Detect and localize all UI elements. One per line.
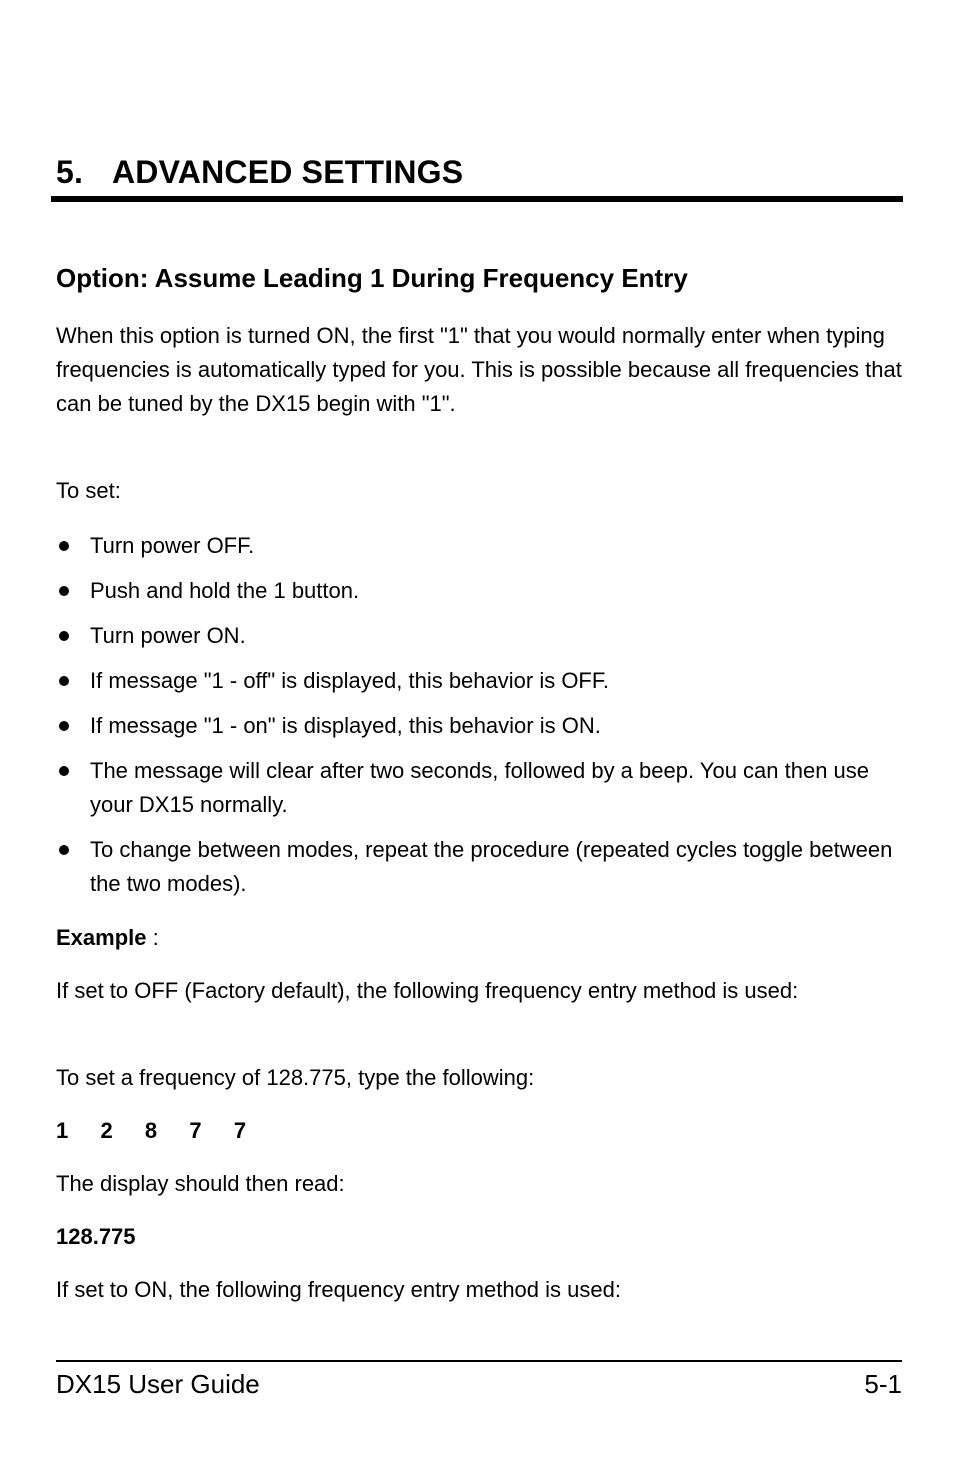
chapter-title: ADVANCED SETTINGS (112, 154, 464, 190)
step-text: Turn power ON. (90, 623, 246, 648)
step-text: If message "1 - on" is displayed, this behavior is ON. (90, 713, 601, 738)
display-read-paragraph: The display should then read: (56, 1171, 345, 1196)
list-item (56, 574, 902, 608)
list-item (56, 664, 902, 698)
section-heading: Option: Assume Leading 1 During Frequency Entry (56, 263, 688, 293)
intro-paragraph: When this option is turned ON, the first "1" that you would normally enter when typing frequencies is automatically typed for you. This is possible because all frequencies that can be tuned by the DX15 begin with "1". (56, 323, 902, 416)
to-set-label: To set: (56, 478, 121, 503)
step-text: If message "1 - off" is displayed, this behavior is OFF. (90, 668, 609, 693)
step-text: The message will clear after two seconds, followed by a beep. You can then use your DX15 normally. (90, 758, 870, 817)
example-label: Example (56, 925, 147, 950)
list-item (56, 754, 902, 822)
bullet-icon (59, 721, 69, 731)
step-text: Turn power OFF. (90, 533, 255, 558)
bullet-icon (59, 676, 69, 686)
display-value: 128.775 (56, 1224, 136, 1249)
on-method-paragraph: If set to ON, the following frequency entry method is used: (56, 1277, 621, 1302)
bullet-icon (59, 766, 69, 776)
step-text: To change between modes, repeat the procedure (repeated cycles toggle between the two modes). (90, 837, 893, 896)
list-item (56, 619, 902, 653)
example-heading (56, 921, 902, 955)
key-sequence: 1 2 8 7 7 (56, 1118, 247, 1143)
steps-list (56, 529, 902, 912)
chapter-number: 5. (56, 154, 84, 190)
chapter-rule (51, 196, 903, 202)
example-suffix: : (146, 925, 159, 950)
bullet-icon (59, 845, 69, 855)
list-item (56, 709, 902, 743)
step-text: Push and hold the 1 button. (90, 578, 360, 603)
chapter-heading (56, 150, 463, 194)
bullet-icon (59, 541, 69, 551)
off-method-paragraph: If set to OFF (Factory default), the following frequency entry method is used: (56, 978, 799, 1003)
footer-guide-title: DX15 User Guide (56, 1369, 260, 1399)
footer-rule (56, 1360, 902, 1362)
list-item (56, 833, 902, 901)
set-frequency-paragraph: To set a frequency of 128.775, type the following: (56, 1065, 535, 1090)
footer-page-number: 5-1 (864, 1369, 902, 1399)
list-item (56, 529, 902, 563)
bullet-icon (59, 631, 69, 641)
bullet-icon (59, 586, 69, 596)
